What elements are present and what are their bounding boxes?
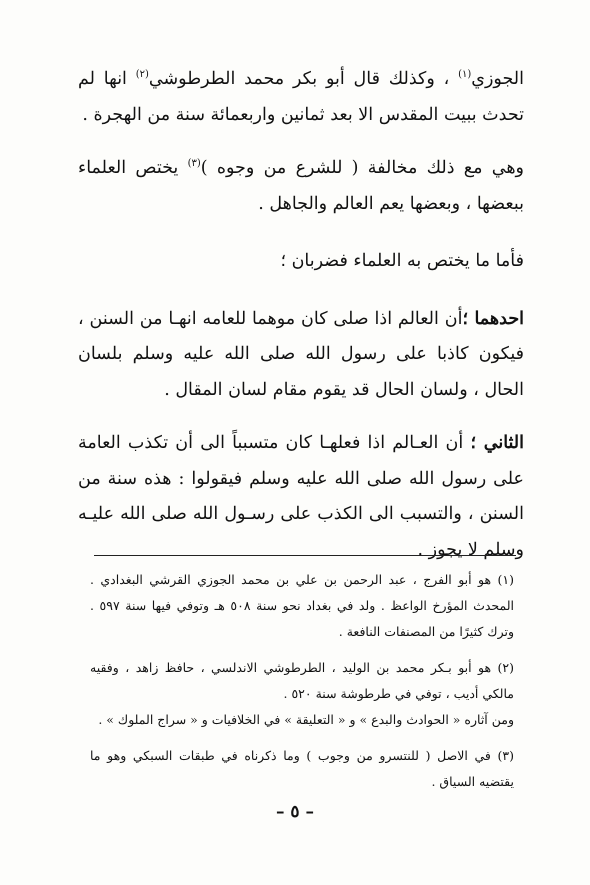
footnote-2: (٢) هو أبو بـكر محمد بن الوليد ، الطرطوشي الاندلسي ، حافظ زاهد ، وفقيه مالكي أديب ، توفي في طرطوشة سنة ٥٢٠ . (90, 660, 514, 701)
main-text (78, 62, 524, 568)
paragraph-5 (78, 426, 524, 568)
footnote-2-continued: ومن آثاره « الحوادث والبدع » و « التعليقة » في الخلافيات و « سراج الملوك » . (98, 712, 514, 727)
footnote-3: (٣) في الاصل ( للنتسرو من وجوب ) وما ذكرناه في طبقات السبكي وهو ما يقتضيه السياق . (90, 748, 514, 789)
text-run: ، وكذلك قال أبو بكر محمد الطرطوشي (148, 69, 450, 89)
point-one-heading: احدهما ؛ (462, 308, 524, 329)
footnotes (90, 567, 514, 795)
paragraph-3: فأما ما يختص به العلماء فضربان ؛ (280, 251, 524, 271)
text-run: أن العالم اذا صلى كان موهما للعامه انهـا من السنن ، فيكون كاذبا على رسول الله صلى الله عليه وسلم بلسان الحال ، ولسان الحال قد يقوم مقام لسان المقال . (78, 308, 524, 400)
text-run: وهي مع ذلك مخالفة ( للشرع من وجوه ) (200, 158, 524, 178)
text-run: يختص العلماء ببعضها ، وبعضها يعم العالم والجاهل . (78, 158, 524, 214)
paragraph-2 (78, 151, 524, 222)
footnote-ref-2: (٢) (135, 69, 149, 81)
point-two-heading: الثاني ؛ (470, 433, 524, 453)
paragraph-4 (78, 302, 524, 409)
paragraph-1 (78, 62, 524, 133)
page-number: – ٥ – (276, 802, 314, 822)
footnote-ref-3: (٣) (187, 158, 201, 170)
text-run: الجوزي (471, 69, 524, 89)
footnote-1: (١) هو أبو الفرج ، عبد الرحمن بن علي بن محمد الجوزي القرشي البغدادي . المحدث المؤرخ الواعظ . ولد في بغداد نحو سنة ٥٠٨ هـ وتوفي فيها سنة ٥٩٧ . وترك كثيرًا من المصنفات النافعة . (90, 572, 515, 639)
text-run: أن العـالم اذا فعلهـا كان متسبباً الى أن تكذب العامة على رسول الله صلى الله عليه وسلم فيقولوا : هذه سنة من السنن ، والتسبب الى الكذب على رسـول الله صلى الله عليـه وسلم لا يجوز . (78, 433, 524, 560)
footnote-divider (94, 555, 516, 556)
footnote-ref-1: (١) (458, 69, 472, 81)
text-run: انها لم تحدث ببيت المقدس الا بعد ثمانين واربعمائة سنة من الهجرة . (78, 69, 524, 125)
